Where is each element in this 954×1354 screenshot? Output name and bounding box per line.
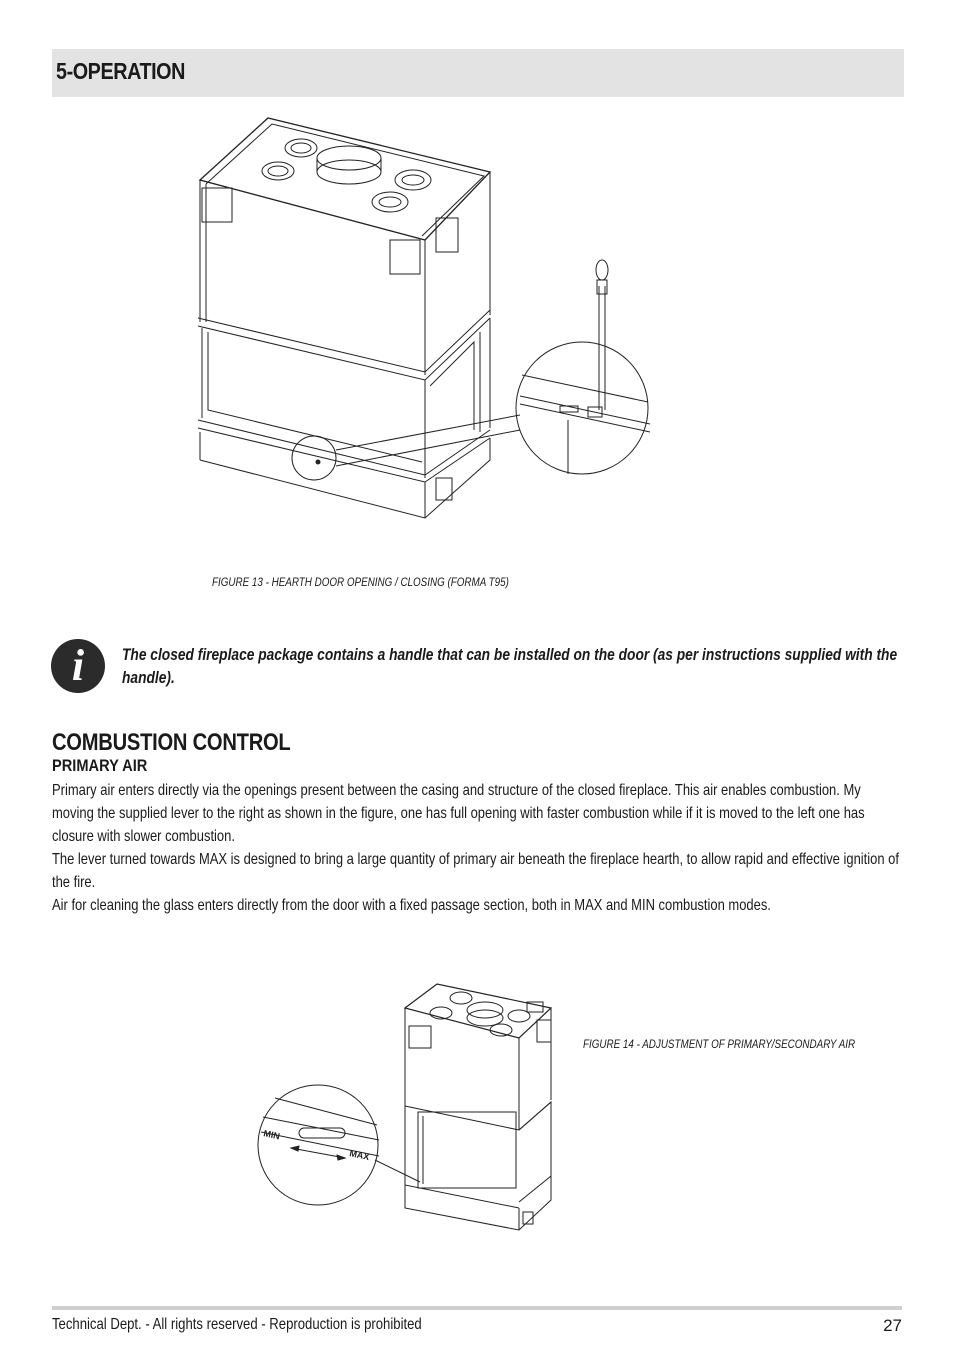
info-icon — [51, 639, 105, 693]
combustion-control-heading: COMBUSTION CONTROL — [52, 729, 291, 756]
primary-air-body — [52, 779, 904, 917]
min-label: MIN — [262, 1128, 281, 1142]
max-label: MAX — [348, 1148, 371, 1163]
section-title: 5-OPERATION — [56, 58, 185, 84]
figure-13-caption: FIGURE 13 - HEARTH DOOR OPENING / CLOSING (FORMA T95) — [212, 575, 509, 589]
figure-14-drawing — [255, 980, 575, 1240]
page-number: 27 — [883, 1316, 902, 1335]
footer-divider — [52, 1306, 902, 1310]
figure-14-caption: FIGURE 14 - ADJUSTMENT OF PRIMARY/SECONDARY AIR — [583, 1037, 856, 1051]
info-icon-glyph: i — [71, 641, 85, 690]
section-header — [52, 49, 904, 97]
paragraph: The lever turned towards MAX is designed to bring a large quantity of primary air beneath the fireplace hearth, to allow rapid and effective ignition of the fire. — [52, 851, 899, 891]
footer-text: Technical Dept. - All rights reserved - Reproduction is prohibited — [52, 1316, 422, 1333]
info-note: The closed fireplace package contains a handle that can be installed on the door (as per instructions supplied with the handle). — [122, 645, 898, 687]
figure-13-drawing — [190, 110, 660, 530]
primary-air-subheading: PRIMARY AIR — [52, 756, 148, 775]
paragraph: Air for cleaning the glass enters directly from the door with a fixed passage section, both in MAX and MIN combustion modes. — [52, 897, 771, 914]
paragraph: Primary air enters directly via the openings present between the casing and structure of the closed fireplace. This air enables combustion. My moving the supplied lever to the right as shown in the figure, one has full opening with faster combustion while if it is moved to the left one has closure with slower combustion. — [52, 782, 865, 845]
